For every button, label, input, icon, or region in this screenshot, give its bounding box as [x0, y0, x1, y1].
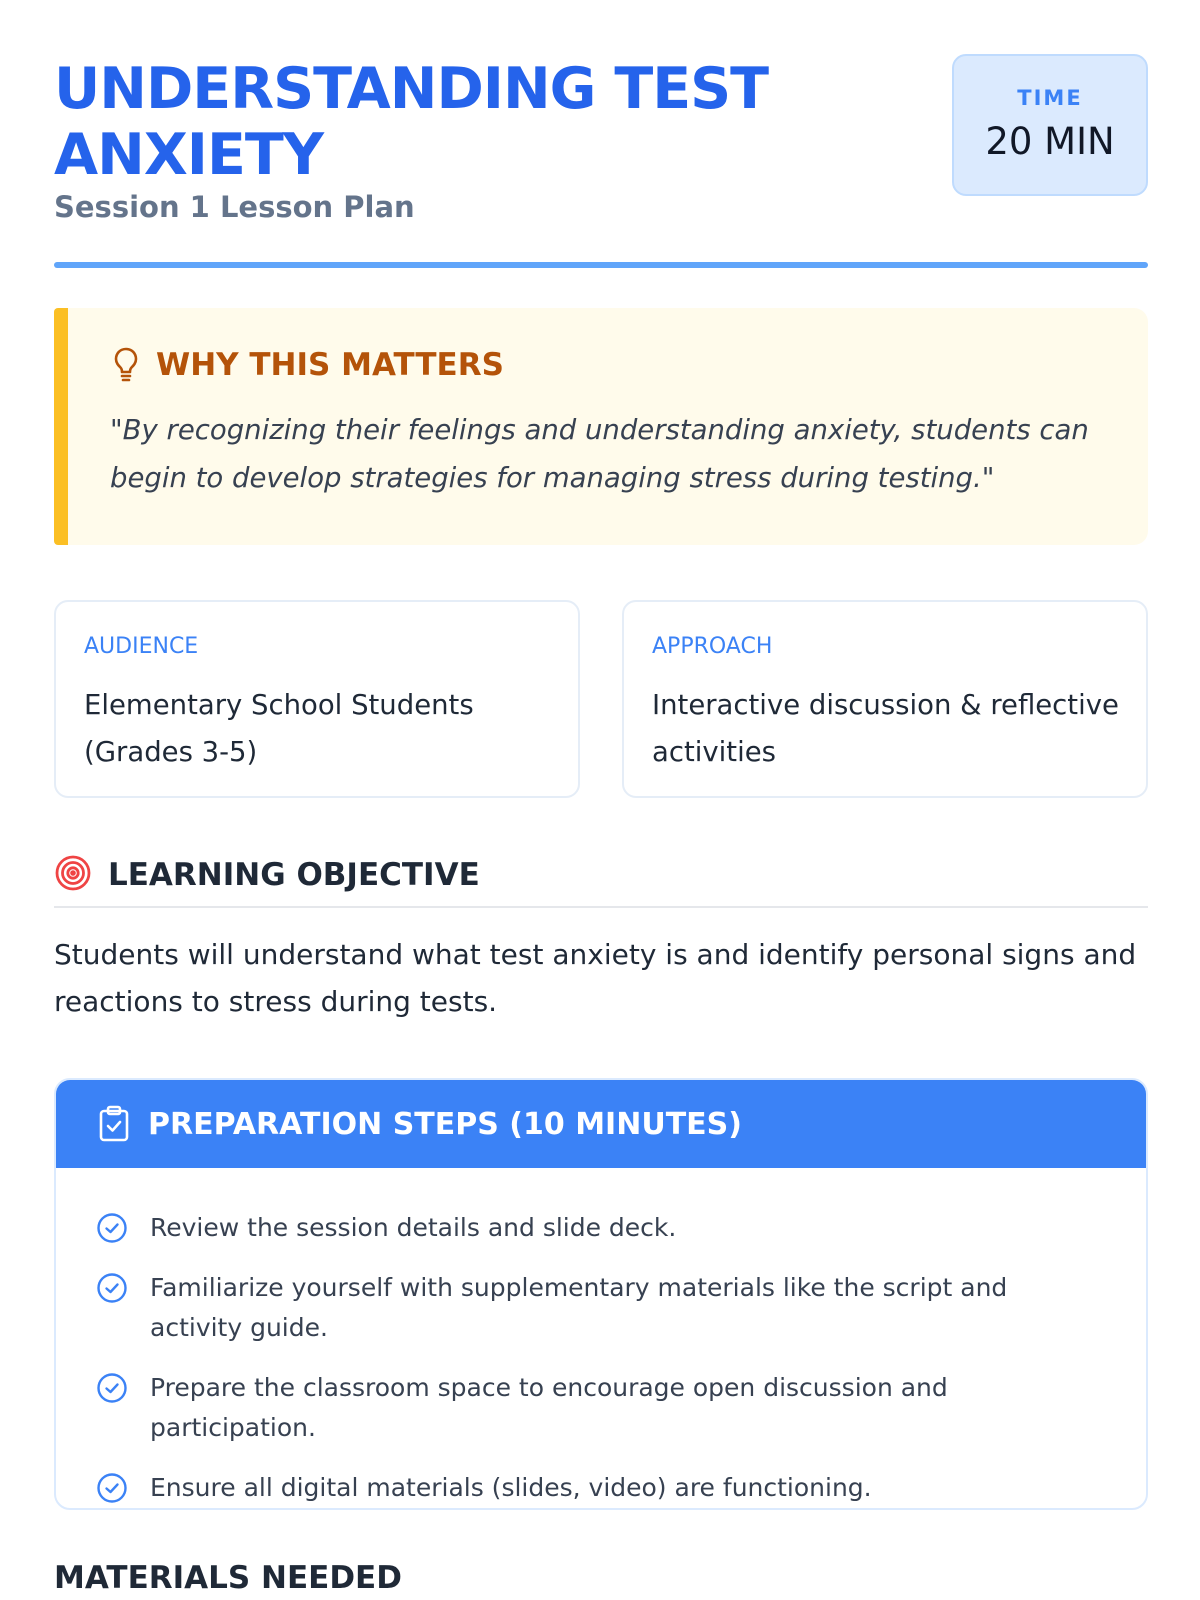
- why-title: WHY THIS MATTERS: [156, 347, 504, 383]
- preparation-steps-panel: [54, 1078, 1148, 1510]
- list-item-text: Review the session details and slide deck.: [150, 1213, 677, 1242]
- objective-text: Students will understand what test anxiety is and identify personal signs and reactions to stress during tests.: [54, 938, 1137, 1018]
- target-icon: [54, 854, 92, 896]
- time-value: 20 MIN: [985, 120, 1115, 163]
- check-circle-icon: [96, 1272, 128, 1316]
- materials-heading: MATERIALS NEEDED: [54, 1560, 402, 1596]
- list-item: [96, 1208, 1106, 1248]
- lesson-plan-page: [54, 0, 1148, 1596]
- objective-divider: [54, 906, 1148, 908]
- lightbulb-icon: [112, 346, 140, 384]
- clipboard-check-icon: [56, 1105, 130, 1143]
- page-header: [54, 0, 1148, 268]
- list-item: [96, 1368, 1106, 1448]
- check-circle-icon: [96, 1212, 128, 1256]
- list-item-text: Ensure all digital materials (slides, video) are functioning.: [150, 1473, 872, 1502]
- page-title: UNDERSTANDING TEST ANXIETY: [54, 56, 769, 188]
- why-quote: "By recognizing their feelings and understanding anxiety, students can begin to develop strategies for managing stress during testing.": [110, 414, 1089, 494]
- header-divider: [54, 262, 1148, 268]
- page-subtitle: Session 1 Lesson Plan: [54, 190, 415, 224]
- time-badge: [952, 54, 1148, 196]
- list-item: [96, 1468, 1106, 1508]
- preparation-list: [96, 1208, 1106, 1510]
- why-heading: [112, 346, 504, 384]
- check-circle-icon: [96, 1372, 128, 1416]
- why-this-matters-callout: [54, 308, 1148, 545]
- approach-label: APPROACH: [652, 634, 773, 659]
- list-item-text: Familiarize yourself with supplementary materials like the script and activity guide.: [150, 1273, 1008, 1342]
- time-label: TIME: [1017, 86, 1083, 110]
- preparation-header: [56, 1080, 1146, 1168]
- objective-heading: [54, 854, 480, 896]
- preparation-title: PREPARATION STEPS (10 MINUTES): [148, 1106, 742, 1142]
- approach-card: [622, 600, 1148, 798]
- list-item: [96, 1268, 1106, 1348]
- audience-value: Elementary School Students (Grades 3-5): [84, 689, 474, 768]
- audience-card: [54, 600, 580, 798]
- approach-value: Interactive discussion & reflective activities: [652, 689, 1119, 768]
- list-item-text: Prepare the classroom space to encourage open discussion and participation.: [150, 1373, 948, 1442]
- objective-title: LEARNING OBJECTIVE: [108, 857, 480, 893]
- check-circle-icon: [96, 1472, 128, 1510]
- audience-label: AUDIENCE: [84, 634, 199, 659]
